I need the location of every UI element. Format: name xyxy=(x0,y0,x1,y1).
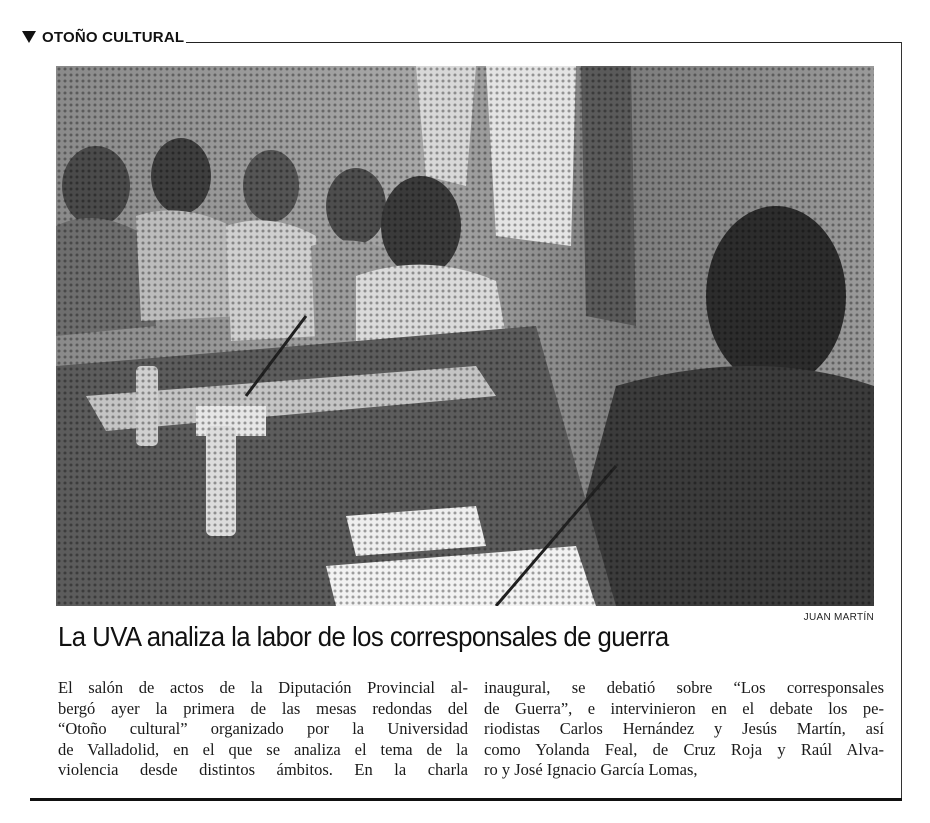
triangle-down-icon xyxy=(22,31,36,43)
bottom-rule xyxy=(30,798,902,801)
photo-illustration xyxy=(56,66,874,606)
body-line: inaugural, se debatió sobre “Los corresponsales xyxy=(484,678,884,697)
body-line: riodistas Carlos Hernández y Jesús Martín, así xyxy=(484,719,884,738)
body-line: como Yolanda Feal, de Cruz Roja y Raúl Alva- xyxy=(484,739,884,759)
article-column-left xyxy=(58,678,468,781)
header-rule xyxy=(186,42,902,43)
body-line: violencia desde distintos ámbitos. En la charla xyxy=(58,760,468,779)
article-photo xyxy=(56,66,874,606)
section-header xyxy=(22,26,184,48)
body-line: de Valladolid, en el que se analiza el tema de la xyxy=(58,739,468,759)
body-line: bergó ayer la primera de las mesas redondas del xyxy=(58,698,468,718)
photo-credit: JUAN MARTÍN xyxy=(803,612,874,623)
body-line: “Otoño cultural” organizado por la Universidad xyxy=(58,719,468,738)
body-line: de Guerra”, e intervinieron en el debate los pe- xyxy=(484,698,884,718)
section-label: OTOÑO CULTURAL xyxy=(42,28,185,46)
article-column-right xyxy=(484,678,884,781)
body-line: ro y José Ignacio García Lomas, xyxy=(484,760,698,779)
right-border-rule xyxy=(901,42,902,798)
body-line: El salón de actos de la Diputación Provincial al- xyxy=(58,678,468,697)
article-headline: La UVA analiza la labor de los corresponsales de guerra xyxy=(58,621,669,652)
